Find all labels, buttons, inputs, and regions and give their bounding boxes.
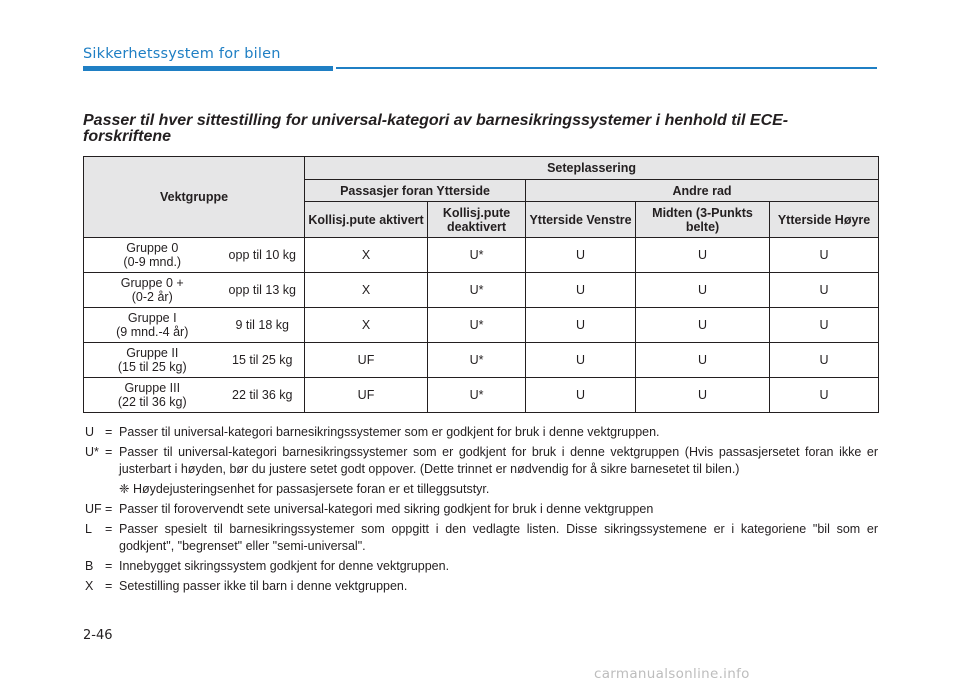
weight-group-cell (84, 238, 221, 273)
page-heading: Passer til hver sittestilling for universal-kategori av barnesikringssystemer i henhold til ECE-forskriftene (83, 112, 789, 145)
weight-range-cell: 15 til 25 kg (221, 343, 305, 378)
weight-group-header: Vektgruppe (84, 157, 305, 238)
suitability-cell: U (770, 273, 879, 308)
legend-text: Setestilling passer ikke til barn i denne vektgruppen. (119, 579, 408, 593)
suitability-cell: U* (428, 308, 526, 343)
suitability-cell: U (526, 343, 636, 378)
legend-text: Passer til universal-kategori barnesikringssystemer som er godkjent for bruk i denne vektgruppen (Hvis passasjersetet foran ikke er justerbart i høyden, bør du justere setet godt oppover. (Dette trinnet er nødvendig for å sikre barnesetet til bilen.) (119, 445, 878, 476)
suitability-cell: U (636, 238, 770, 273)
suitability-cell: UF (305, 343, 428, 378)
group-range: (0-9 mnd.) (123, 255, 182, 269)
suitability-cell: U* (428, 238, 526, 273)
front-passenger-header: Passasjer foran Ytterside (305, 180, 526, 202)
legend-item (85, 521, 878, 555)
weight-group-cell (84, 273, 221, 308)
legend-item (85, 444, 878, 478)
col-airbag-off: Kollisj.pute deaktivert (428, 202, 526, 238)
table-body (84, 238, 879, 413)
legend-item (85, 501, 878, 518)
seat-position-header: Seteplassering (305, 157, 879, 180)
suitability-cell: X (305, 273, 428, 308)
suitability-cell: U (526, 308, 636, 343)
legend-code: X (85, 579, 94, 593)
suitability-cell: U (636, 273, 770, 308)
legend-text: ❈ Høydejusteringsenhet for passasjersete foran er et tilleggsutstyr. (119, 482, 490, 496)
legend-text: Passer til forovervendt sete universal-kategori med sikring godkjent for bruk i denne vektgruppen (119, 502, 654, 516)
table-row (84, 343, 879, 378)
legend-item (85, 558, 878, 575)
group-name: Gruppe II (126, 346, 179, 360)
section-title: Sikkerhetssystem for bilen (83, 46, 281, 62)
child-restraint-table (83, 156, 879, 413)
weight-range-cell: opp til 10 kg (221, 238, 305, 273)
suitability-cell: X (305, 238, 428, 273)
legend-item (85, 424, 878, 441)
suitability-cell: U (770, 343, 879, 378)
group-range: (9 mnd.-4 år) (116, 325, 189, 339)
suitability-cell: U (526, 273, 636, 308)
watermark: carmanualsonline.info (594, 666, 750, 682)
legend-item (85, 578, 878, 595)
table-row (84, 273, 879, 308)
group-range: (15 til 25 kg) (117, 360, 187, 374)
suitability-cell: U* (428, 343, 526, 378)
col-airbag-on: Kollisj.pute aktivert (305, 202, 428, 238)
suitability-cell: U (636, 378, 770, 413)
table-row (84, 238, 879, 273)
legend-code: L (85, 522, 92, 536)
legend-code: UF (85, 502, 102, 516)
weight-group-cell (84, 378, 221, 413)
col-outer-left: Ytterside Venstre (526, 202, 636, 238)
table-row (84, 308, 879, 343)
suitability-cell: U (770, 308, 879, 343)
weight-range-cell: opp til 13 kg (221, 273, 305, 308)
weight-range-cell: 22 til 36 kg (221, 378, 305, 413)
group-range: (22 til 36 kg) (117, 395, 187, 409)
table-row (84, 378, 879, 413)
page-number: 2-46 (83, 628, 113, 643)
legend-notes (85, 424, 878, 598)
section-rule (336, 67, 877, 69)
legend-code: U (85, 425, 95, 439)
suitability-cell: U (636, 343, 770, 378)
suitability-cell: UF (305, 378, 428, 413)
suitability-cell: U (770, 378, 879, 413)
col-middle: Midten (3-Punkts belte) (636, 202, 770, 238)
group-range: (0-2 år) (131, 290, 173, 304)
legend-equals: = (105, 559, 113, 573)
weight-group-cell (84, 308, 221, 343)
section-bar (83, 66, 333, 71)
group-name: Gruppe III (124, 381, 181, 395)
legend-text: Passer spesielt til barnesikringssystemer som oppgitt i den vedlagte listen. Disse sikringssystemene er i kategoriene "bil som er godkjent", "begrenset" eller "semi-universal". (119, 522, 878, 553)
legend-text: Innebygget sikringssystem godkjent for denne vektgruppen. (119, 559, 450, 573)
group-name: Gruppe I (127, 311, 177, 325)
legend-item (85, 481, 878, 498)
rear-row-header: Andre rad (526, 180, 879, 202)
suitability-cell: U (770, 238, 879, 273)
suitability-cell: U (636, 308, 770, 343)
suitability-cell: U* (428, 273, 526, 308)
legend-equals: = (105, 425, 113, 439)
group-name: Gruppe 0 + (120, 276, 184, 290)
weight-group-cell (84, 343, 221, 378)
legend-equals: = (105, 522, 113, 536)
legend-code: B (85, 559, 94, 573)
col-outer-right: Ytterside Høyre (770, 202, 879, 238)
group-name: Gruppe 0 (126, 241, 179, 255)
legend-code: U* (85, 445, 99, 459)
suitability-cell: U* (428, 378, 526, 413)
suitability-cell: U (526, 238, 636, 273)
suitability-cell: X (305, 308, 428, 343)
legend-equals: = (105, 502, 113, 516)
legend-equals: = (105, 579, 113, 593)
weight-range-cell: 9 til 18 kg (221, 308, 305, 343)
suitability-cell: U (526, 378, 636, 413)
legend-text: Passer til universal-kategori barnesikringssystemer som er godkjent for bruk i denne vektgruppen. (119, 425, 660, 439)
legend-equals: = (105, 445, 113, 459)
